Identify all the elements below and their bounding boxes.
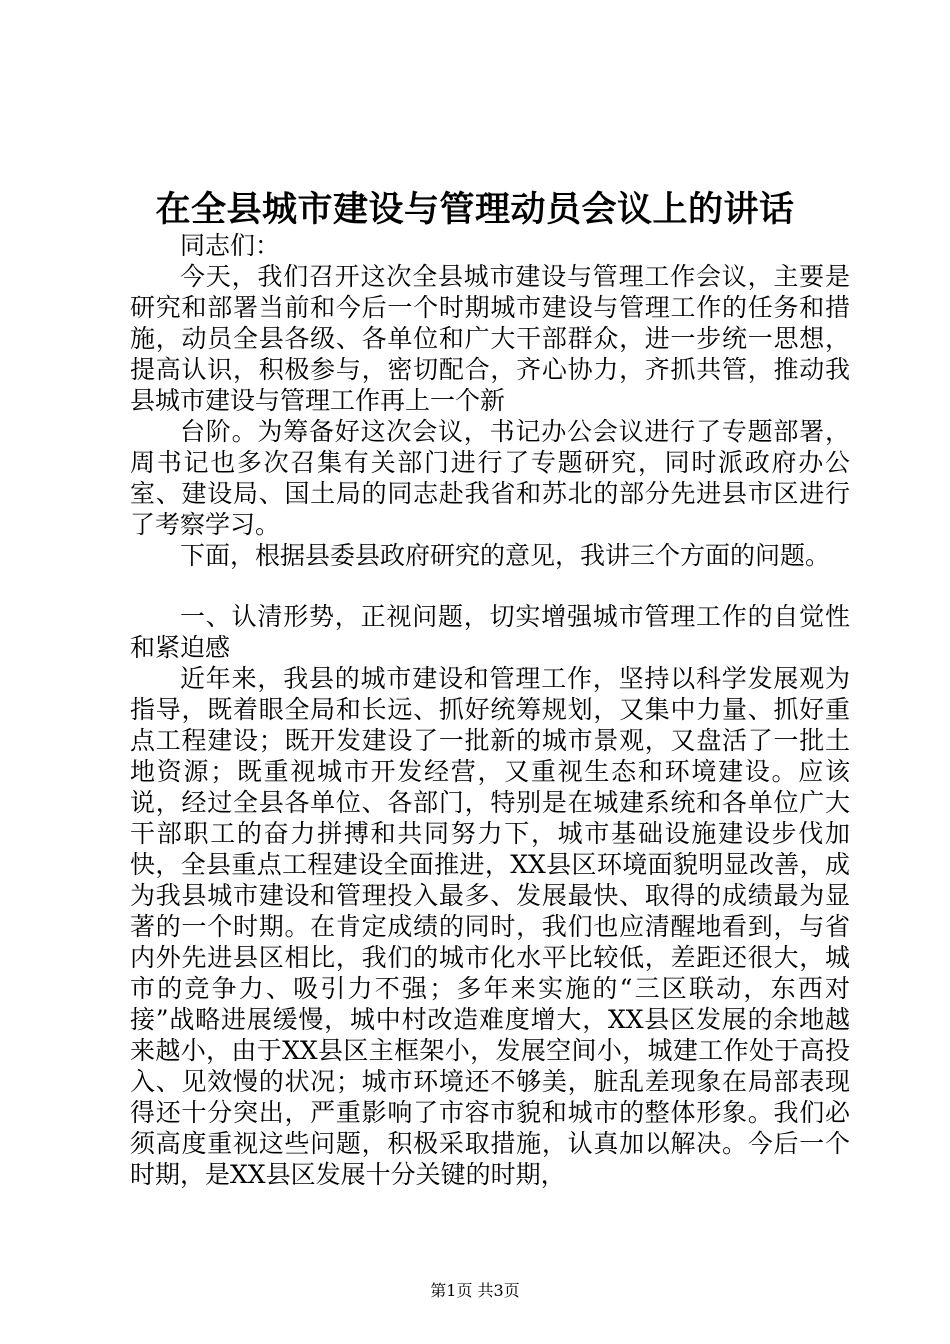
page-footer: 第1页 共3页 [430, 1281, 520, 1300]
document-body [130, 230, 850, 1190]
section-heading: 一、认清形势，正视问题，切实增强城市管理工作的自觉性和紧迫感 [130, 602, 850, 662]
greeting: 同志们： [180, 231, 281, 260]
paragraph-opening: 今天，我们召开这次全县城市建设与管理工作会议，主要是研究和部署当前和今后一个时期城市建设与管理工作的任务和措施，动员全县各级、各单位和广大干部群众，进一步统一思想，提高认识，积极参与，密切配合，齐心协力，齐抓共管，推动我县城市建设与管理工作再上一个新 [130, 262, 850, 415]
paragraph-preparation: 台阶。为筹备好这次会议，书记办公会议进行了专题部署，周书记也多次召集有关部门进行了专题研究，同时派政府办公室、建设局、国土局的同志赴我省和苏北的部分先进县市区进行了考察学习。 [130, 417, 850, 539]
section-paragraph: 近年来，我县的城市建设和管理工作，坚持以科学发展观为指导，既着眼全局和长远、抓好统筹规划，又集中力量、抓好重点工程建设；既开发建设了一批新的城市景观，又盘活了一批土地资源；既重视城市开发经营，又重视生态和环境建设。应该说，经过全县各单位、各部门，特别是在城建系统和各单位广大干部职工的奋力拼搏和共同努力下，城市基础设施建设步伐加快，全县重点工程建设全面推进，XX县区环境面貌明显改善，成为我县城市建设和管理投入最多、发展最快、取得的成绩最为显著的一个时期。在肯定成绩的同时，我们也应清醒地看到，与省内外先进县区相比，我们的城市化水平比较低，差距还很大，城市的竞争力、吸引力不强；多年来实施的“三区联动，东西对接”战略进展缓慢，城中村改造难度增大，XX县区发展的余地越来越小，由于XX县区主框架小，发展空间小，城建工作处于高投入、见效慢的状况；城市环境还不够美，脏乱差现象在局部表现得还十分突出，严重影响了市容市貌和城市的整体形象。我们必须高度重视这些问题，积极采取措施，认真加以解决。今后一个时期，是XX县区发展十分关键的时期， [130, 664, 850, 1189]
paragraph-outline: 下面，根据县委县政府研究的意见，我讲三个方面的问题。 [180, 541, 831, 570]
paragraph-spacer [130, 571, 850, 601]
document-title: 在全县城市建设与管理动员会议上的讲话 [155, 189, 795, 230]
